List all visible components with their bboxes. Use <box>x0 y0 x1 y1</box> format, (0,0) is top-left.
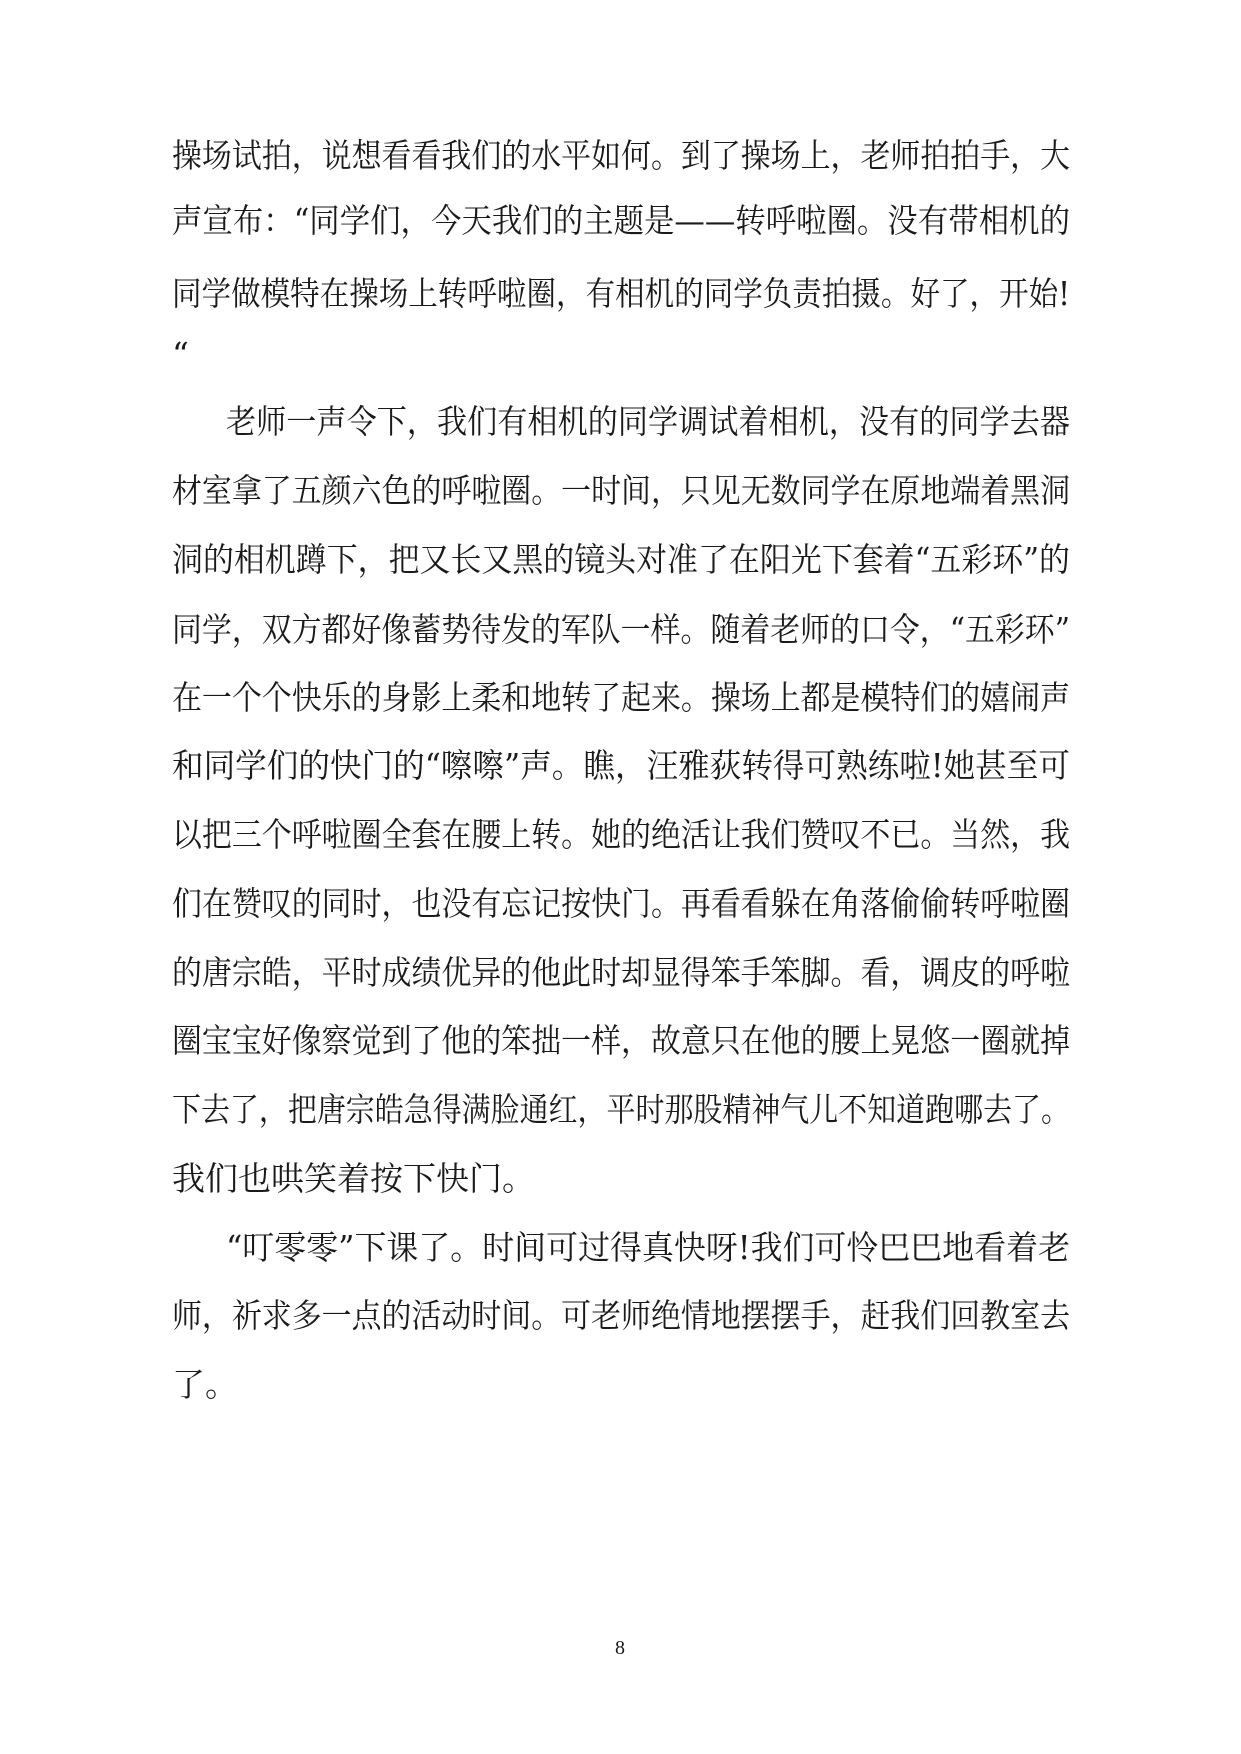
text-line-content: 材室拿了五颜六色的呼啦圈。一时间，只见无数同学在原地端着黑洞 <box>172 471 1071 510</box>
text-line-content: “ <box>172 335 189 374</box>
text-line-content: 们在赞叹的同时，也没有忘记按快门。再看看躲在角落偷偷转呼啦圈 <box>172 884 1071 923</box>
page-number: 8 <box>615 1637 625 1659</box>
text-line-content: 我们也哄笑着按下快门。 <box>172 1159 535 1198</box>
text-line <box>0 453 1241 529</box>
text-line-content: 师，祈求多一点的活动时间。可老师绝情地摆摆手，赶我们回教室去 <box>172 1296 1071 1335</box>
text-line-content: 圈宝宝好像察觉到了他的笨拙一样，故意只在他的腰上晃悠一圈就掉 <box>172 1021 1071 1060</box>
text-line-content: “叮零零”下课了。时间可过得真快呀!我们可怜巴巴地看着老 <box>226 1228 1071 1267</box>
text-line <box>0 317 1241 393</box>
text-line-content: 下去了，把唐宗皓急得满脸通红，平时那股精神气儿不知道跑哪去了。 <box>172 1090 1070 1129</box>
text-line <box>0 1278 1241 1354</box>
text-line <box>0 935 1241 1011</box>
text-line <box>0 1072 1241 1148</box>
text-line-content: 同学，双方都好像蓄势待发的军队一样。随着老师的口令，“五彩环” <box>172 610 1071 649</box>
text-line <box>0 522 1241 598</box>
text-line-content: 洞的相机蹲下，把又长又黑的镜头对准了在阳光下套着“五彩环”的 <box>172 540 1070 579</box>
text-line-content: 老师一声令下，我们有相机的同学调试着相机，没有的同学去器 <box>226 402 1070 441</box>
text-line <box>0 1003 1241 1079</box>
text-line <box>0 797 1241 873</box>
text-line <box>0 1210 1241 1286</box>
text-line <box>0 1347 1241 1423</box>
text-line <box>0 728 1241 804</box>
text-line <box>0 183 1241 259</box>
text-line-content: 以把三个呼啦圈全套在腰上转。她的绝活让我们赞叹不已。当然，我 <box>172 815 1071 854</box>
text-line <box>0 592 1241 668</box>
text-line <box>0 384 1241 460</box>
text-line-content: 了。 <box>172 1365 238 1404</box>
text-line-content: 声宣布：“同学们，今天我们的主题是——转呼啦圈。没有带相机的 <box>172 201 1071 240</box>
text-line-content: 和同学们的快门的“嚓嚓”声。瞧，汪雅荻转得可熟练啦!她甚至可 <box>172 746 1070 785</box>
text-line-content: 在一个个快乐的身影上柔和地转了起来。操场上都是模特们的嬉闹声 <box>172 678 1071 717</box>
text-line <box>0 1141 1241 1217</box>
text-line-content: 的唐宗皓，平时成绩优异的他此时却显得笨手笨脚。看，调皮的呼啦 <box>172 953 1071 992</box>
text-line-content: 同学做模特在操场上转呼啦圈，有相机的同学负责拍摄。好了，开始! <box>172 274 1071 313</box>
text-line <box>0 866 1241 942</box>
text-line <box>0 660 1241 736</box>
text-line-content: 操场试拍，说想看看我们的水平如何。到了操场上，老师拍拍手，大 <box>172 136 1071 175</box>
